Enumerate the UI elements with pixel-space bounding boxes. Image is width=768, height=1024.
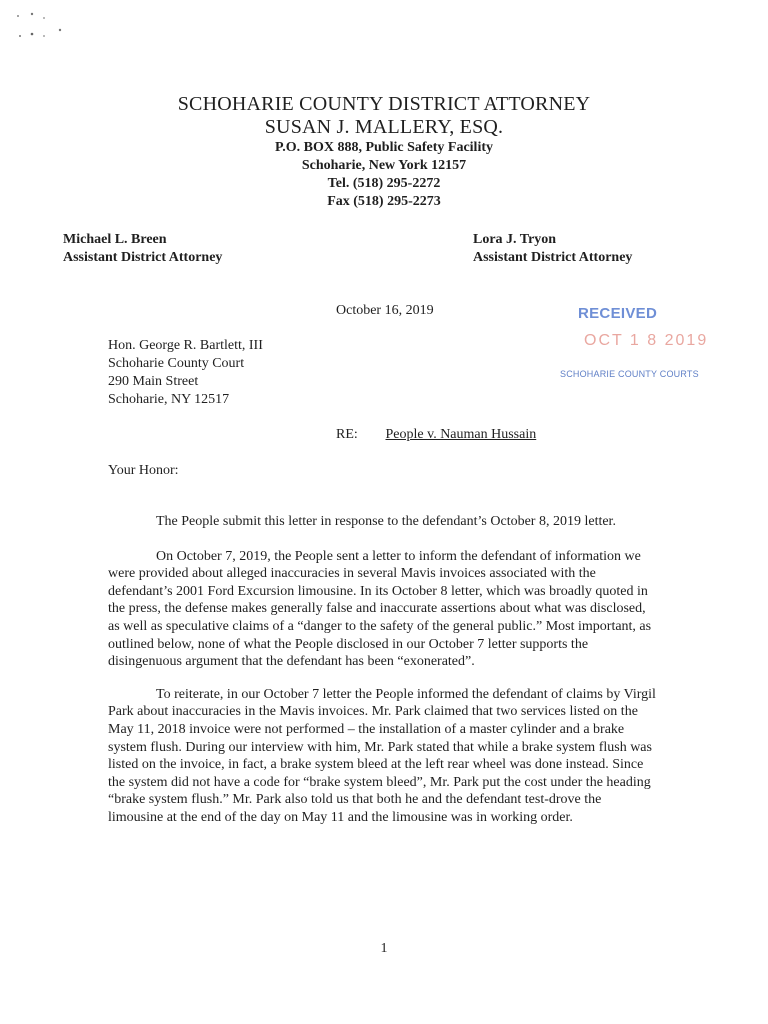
staff-left-title: Assistant District Attorney <box>63 250 223 265</box>
salutation: Your Honor: <box>108 463 179 478</box>
office-telephone: Tel. (518) 295-2272 <box>327 176 441 191</box>
recipient-address <box>108 337 263 409</box>
body-paragraph: The People submit this letter in response to the defendant’s October 8, 2019 letter. <box>156 514 616 529</box>
recipient-name: Hon. George R. Bartlett, III <box>108 338 263 353</box>
staff-right <box>473 231 632 267</box>
district-attorney-name: SUSAN J. MALLERY, ESQ. <box>264 116 504 138</box>
recipient-court: Schoharie County Court <box>108 356 245 371</box>
re-label: RE: <box>336 427 358 442</box>
scan-specks <box>14 10 74 50</box>
staff-right-title: Assistant District Attorney <box>473 250 633 265</box>
recipient-street: 290 Main Street <box>108 374 199 389</box>
re-case-name: People v. Nauman Hussain <box>385 427 537 442</box>
office-address-line1: P.O. BOX 888, Public Safety Facility <box>274 140 494 155</box>
office-title: SCHOHARIE COUNTY DISTRICT ATTORNEY <box>177 93 591 115</box>
office-fax: Fax (518) 295-2273 <box>327 194 441 209</box>
letter-body <box>108 513 660 844</box>
stamp-received-text: RECEIVED <box>578 305 658 322</box>
stamp-date: OCT 1 8 2019 <box>584 332 709 349</box>
office-address-line2: Schoharie, New York 12157 <box>301 158 467 173</box>
stamp-court: SCHOHARIE COUNTY COURTS <box>560 369 699 379</box>
body-paragraph: On October 7, 2019, the People sent a letter to inform the defendant of information we were provided about alleged inaccuracies in several Mavis invoices associated with the defendant’s 2001 Ford Excursion limousine. In its October 8 letter, which was broadly quoted in the press, the defense makes generally false and inaccurate assertions about what was disclosed, as well as speculative claims of a “danger to the safety of the general public.” Most important, as outlined below, none of what the People disclosed in our October 7 letter supports the disingenuous argument that the defendant has been “exonerated”. <box>108 548 652 670</box>
re-line <box>336 426 536 444</box>
recipient-city: Schoharie, NY 12517 <box>108 392 230 407</box>
letterhead <box>0 93 768 211</box>
staff-left-name: Michael L. Breen <box>63 232 167 247</box>
body-paragraph: To reiterate, in our October 7 letter the People informed the defendant of claims by Virgil Park about inaccuracies in the Mavis invoices. Mr. Park claimed that two services listed on the May 11, 2018 invoice were not performed – the installation of a master cylinder and a brake system flush. During our interview with him, Mr. Park stated that while a brake system flush was listed on the invoice, in fact, a brake system bleed at the left rear wheel was done instead. Since the system did not have a code for “brake system bleed”, Mr. Park put the cost under the heading “brake system flush.” Mr. Park also told us that both he and the defendant test-drove the limousine at the end of the day on May 11 and the limousine was in working order. <box>108 686 656 825</box>
staff-left <box>63 231 222 267</box>
staff-right-name: Lora J. Tryon <box>473 232 557 247</box>
letter-date: October 16, 2019 <box>336 303 434 318</box>
page-number: 1 <box>380 941 388 956</box>
